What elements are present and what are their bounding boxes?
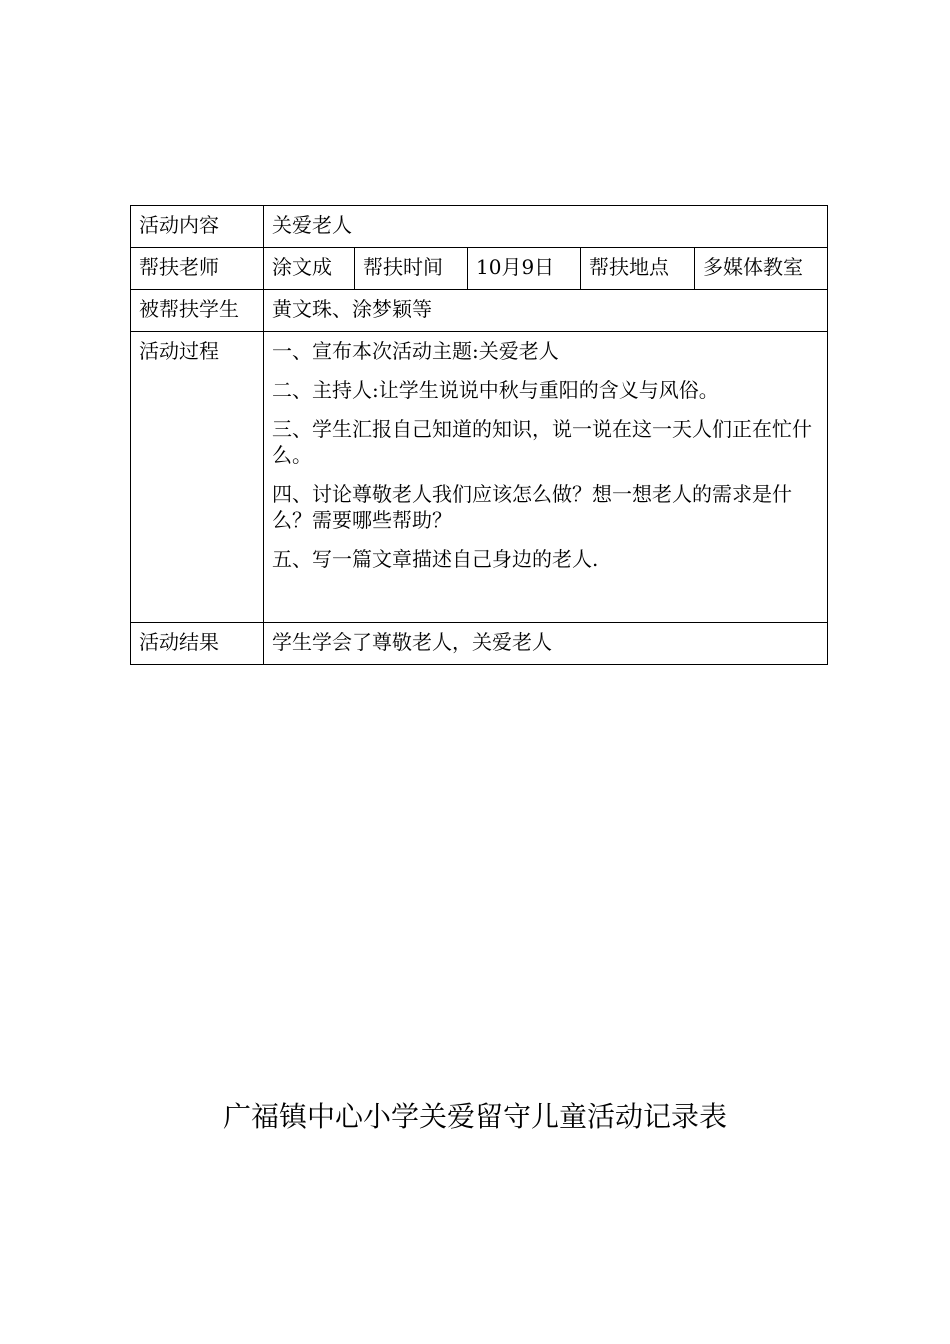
content-label: 活动内容 xyxy=(139,213,219,237)
teacher-label: 帮扶老师 xyxy=(139,255,219,279)
process-label: 活动过程 xyxy=(139,339,219,363)
result-value-cell xyxy=(264,623,828,665)
place-label: 帮扶地点 xyxy=(589,255,669,279)
result-row xyxy=(131,623,828,665)
students-label-cell xyxy=(131,290,264,332)
content-value: 关爱老人 xyxy=(272,213,352,237)
place-value-cell xyxy=(695,248,828,290)
teacher-label-cell xyxy=(131,248,264,290)
document-heading: 广福镇中心小学关爱留守儿童活动记录表 xyxy=(222,1100,727,1133)
teacher-value-cell xyxy=(264,248,355,290)
content-row xyxy=(131,206,828,248)
students-value: 黄文珠、涂梦颖等 xyxy=(272,297,432,321)
result-label-cell xyxy=(131,623,264,665)
process-steps-cell xyxy=(264,332,828,623)
students-value-cell xyxy=(264,290,828,332)
process-step-4: 四、讨论尊敬老人我们应该怎么做？想一想老人的需求是什么？需要哪些帮助？ xyxy=(272,482,792,532)
activity-record-table xyxy=(130,205,828,665)
time-label-cell xyxy=(355,248,468,290)
result-value: 学生学会了尊敬老人，关爱老人 xyxy=(272,630,552,654)
students-label: 被帮扶学生 xyxy=(139,297,239,321)
content-label-cell xyxy=(131,206,264,248)
process-step-1: 一、宣布本次活动主题:关爱老人 xyxy=(272,339,559,363)
teacher-value: 涂文成 xyxy=(272,255,332,279)
process-step-5: 五、写一篇文章描述自己身边的老人. xyxy=(272,547,599,571)
content-value-cell xyxy=(264,206,828,248)
time-label: 帮扶时间 xyxy=(363,255,443,279)
time-value-cell xyxy=(468,248,581,290)
time-value: 10月9日 xyxy=(476,255,555,279)
students-row xyxy=(131,290,828,332)
place-label-cell xyxy=(581,248,695,290)
process-row xyxy=(131,332,828,623)
result-label: 活动结果 xyxy=(139,630,219,654)
process-step-3: 三、学生汇报自己知道的知识，说一说在这一天人们正在忙什么。 xyxy=(272,417,812,467)
teacher-row xyxy=(131,248,828,290)
place-value: 多媒体教室 xyxy=(703,255,803,279)
process-step-2: 二、主持人:让学生说说中秋与重阳的含义与风俗。 xyxy=(272,378,719,402)
process-label-cell xyxy=(131,332,264,623)
